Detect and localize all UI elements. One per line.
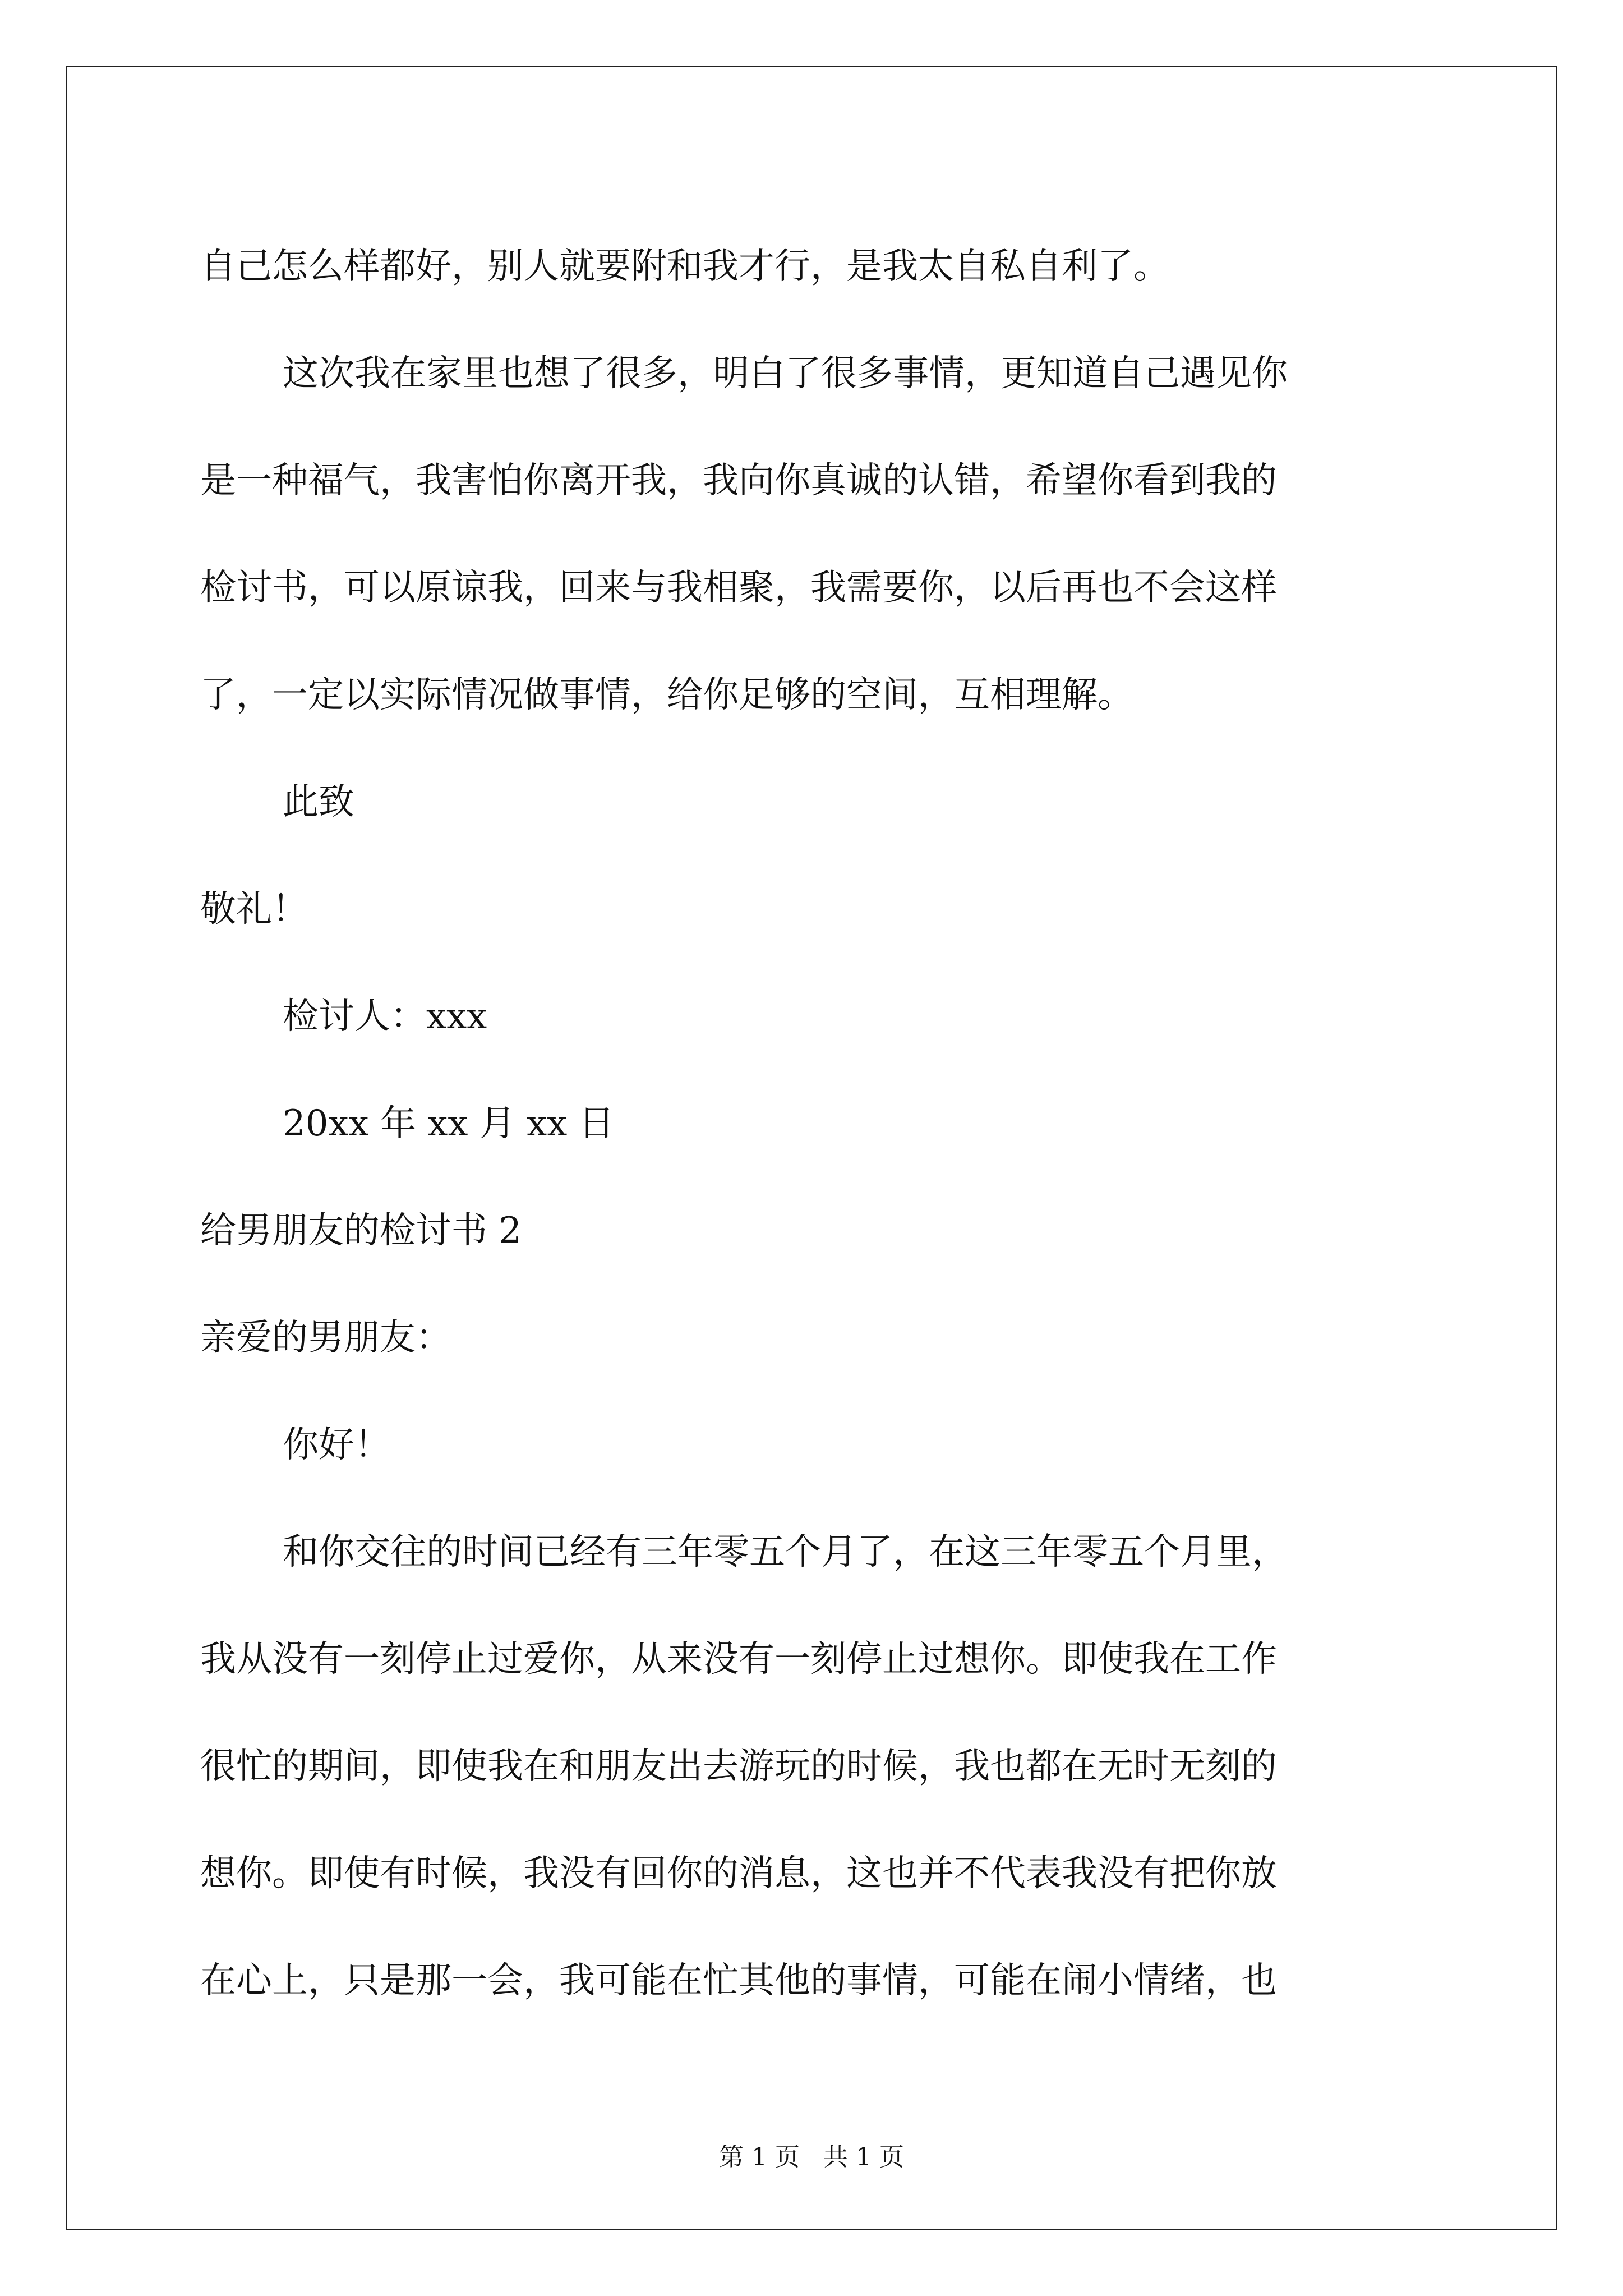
body-line: 自己怎么样都好，别人就要附和我才行，是我太自私自利了。 [200, 246, 1169, 287]
paragraph-line: 和你交往的时间已经有三年零五个月了，在这三年零五个月里， [283, 1531, 1288, 1573]
body-line: 检讨书，可以原谅我，回来与我相聚，我需要你，以后再也不会这样 [200, 567, 1277, 609]
body-line: 很忙的期间，即使我在和朋友出去游玩的时候，我也都在无时无刻的 [200, 1746, 1277, 1787]
body-line: 了，一定以实际情况做事情，给你足够的空间，互相理解。 [200, 674, 1133, 716]
body-line: 在心上，只是那一会，我可能在忙其他的事情，可能在闹小情绪，也 [200, 1960, 1277, 2001]
paragraph-line: 这次我在家里也想了很多，明白了很多事情，更知道自己遇见你 [283, 353, 1288, 394]
section-title: 给男朋友的检讨书 2 [200, 1210, 522, 1251]
date-line: 20xx 年 xx 月 xx 日 [283, 1103, 615, 1144]
body-line: 想你。即使有时候，我没有回你的消息，这也并不代表我没有把你放 [200, 1853, 1277, 1894]
closing-salutation: 此致 [283, 781, 354, 823]
document-body [200, 213, 1434, 2035]
page-footer: 第 1 页 共 1 页 [719, 2143, 904, 2171]
body-line: 是一种福气，我害怕你离开我，我向你真诚的认错，希望你看到我的 [200, 460, 1277, 501]
body-line: 我从没有一刻停止过爱你，从来没有一刻停止过想你。即使我在工作 [200, 1639, 1277, 1680]
greeting: 你好！ [283, 1424, 390, 1466]
greeting-addressee: 亲爱的男朋友： [200, 1317, 451, 1359]
signature-line: 检讨人：xxx [283, 996, 487, 1037]
closing-regards: 敬礼！ [200, 889, 308, 930]
